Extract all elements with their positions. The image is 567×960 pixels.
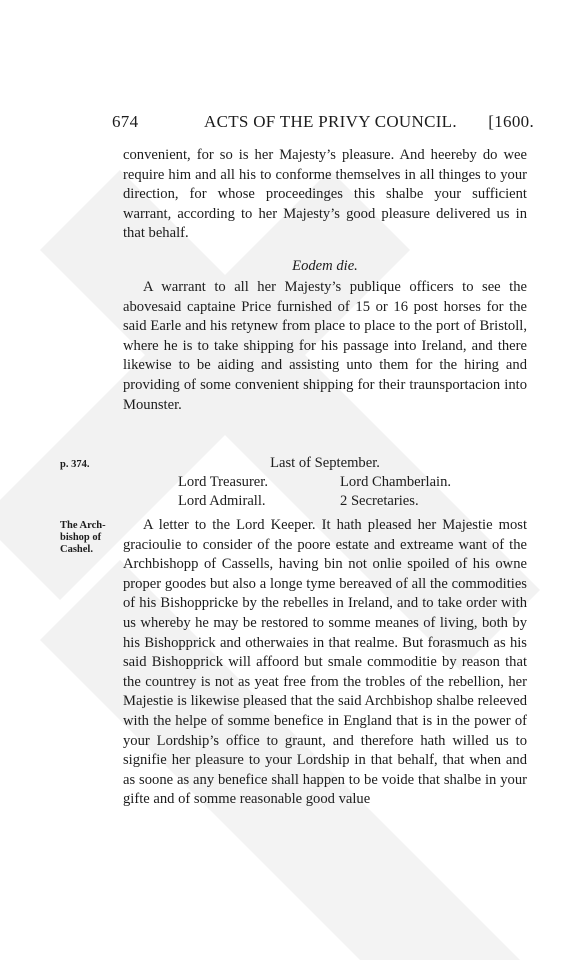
paragraph-warrant: A warrant to all her Majesty’s publique officers to see the abovesaid captaine Price furnished of 15 or 16 post horses for the said Earle and his retynew from place to place to the port of Bristoll, where he is to take shipping for his passage into Ireland, and there likewise to be aiding and assisting unto them for the hiring and providing of some convenient shipping for their traunsportacion into Mounster. [123, 279, 527, 413]
paragraph-letter: A letter to the Lord Keeper. It hath pleased her Majestie most gracioulie to consider of the poore estate and extreame want of the Archbishopp of Cassells, having bin not onlie spoiled of his owne proper goodes but also a longe tyme bereaved of all the commodities of his Bishoppricke by the rebelles in Ireland, and to take order with us whereby he may be restored to somme meanes of living, both by his Bishopprick and otherwaies in that realme. But forasmuch as his said Bishopprick will affoord but smale commoditie by reason that the countrey is not as yeat free from the trobles of the rebellion, her Majestie is likewise pleased that the said Archbishop shalbe releeved with the helpe of somme benefice in England that is in the power of your Lordship’s office to graunt, and therefore hath willed us to signifie her pleasure to your Lordship in that behalf, that when and as soone as any benefice shall happen to be voide that shalbe in your gifte and of somme reasonable good value [123, 517, 527, 808]
year-marker: [1600. [488, 112, 534, 131]
margin-note-archbishop: The Arch-bishop of Cashel. [60, 520, 106, 555]
margin-page-reference: p. 374. [60, 459, 90, 470]
date-heading: Last of September. [270, 455, 380, 471]
paragraph-continuation: convenient, for so is her Majesty’s pleasure. And heereby do wee require him and all his to conforme themselves in all thinges to your direction, for whose proceedinges this shalbe your sufficient warrant, according to her Majesty’s good pleasure delivered us in that behalf. [123, 147, 527, 242]
page-number: 674 [112, 112, 139, 131]
running-title: ACTS OF THE PRIVY COUNCIL. [204, 112, 457, 131]
present-lord-treasurer: Lord Treasurer. [178, 474, 268, 490]
present-lord-chamberlain: Lord Chamberlain. [340, 474, 452, 490]
eodem-die-heading: Eodem die. [292, 258, 358, 274]
present-lord-admirall: Lord Admirall. [178, 493, 266, 509]
page-header [112, 112, 534, 136]
present-secretaries: 2 Secretaries. [340, 493, 419, 509]
